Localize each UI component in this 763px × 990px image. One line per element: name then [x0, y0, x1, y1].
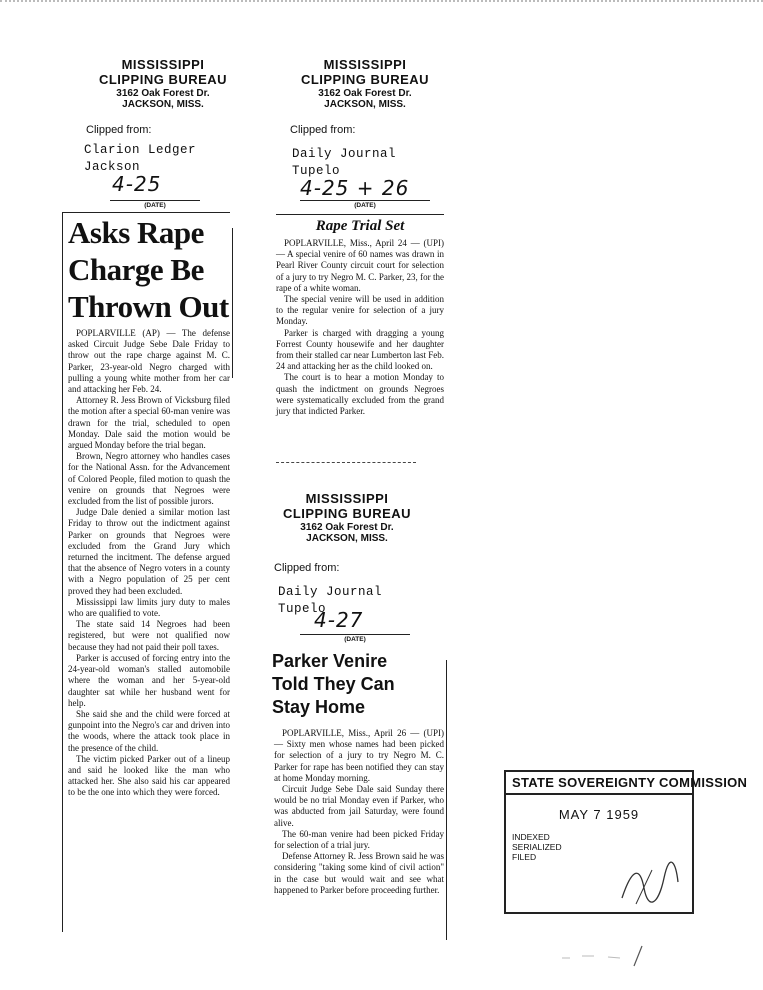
scan-top-border — [0, 0, 763, 6]
clip-right-edge-1 — [232, 228, 233, 378]
paragraph: Mississippi law limits jury duty to males who are qualified to vote. — [68, 596, 230, 619]
paragraph: The state said 14 Negroes had been registered, but were not qualified now because they had not paid their poll taxes. — [68, 619, 230, 652]
bureau-address: 3162 Oak Forest Dr. — [116, 87, 210, 99]
date-caption-2: (DATE) — [354, 202, 376, 209]
headline-3-line2: Told They Can — [272, 674, 395, 694]
clipped-from-label-3: Clipped from: — [274, 562, 340, 574]
clipped-from-label-2: Clipped from: — [290, 124, 356, 136]
stamp-field-serialized: SERIALIZED — [512, 842, 562, 852]
paragraph: POPLARVILLE, Miss., April 26 — (UPI) — Sixty men whose names had been picked for selection of a jury to try Negro M. C. Parker for rape has been notified they can stay at home Monday morning. — [274, 728, 444, 783]
clip-left-rule-1 — [62, 212, 63, 932]
paragraph: POPLARVILLE (AP) — The defense asked Circuit Judge Sebe Dale Friday to throw out the rape charge against M. C. Parker, 23-year-old Negro charged with pulling a young white mother from her car and attacking her Feb. 24. — [68, 328, 230, 395]
headline-1 — [68, 214, 230, 325]
bureau-name-line2: CLIPPING BUREAU — [282, 505, 412, 521]
clip-bottom-rule-2 — [276, 462, 416, 463]
paragraph: The victim picked Parker out of a lineup and said he looked like the man who attacked her. She also said his car appeared to be the one into which they were forced. — [68, 753, 230, 798]
headline-1-line1: Asks Rape — [68, 215, 204, 250]
source-city-1: Jackson — [84, 159, 141, 174]
source-2 — [292, 146, 396, 180]
initials-scribble — [618, 858, 682, 910]
stamp-date: MAY 7 1959 — [558, 807, 640, 822]
headline-3-line3: Stay Home — [272, 697, 366, 717]
source-city-2: Tupelo — [292, 163, 341, 178]
date-line-1 — [110, 200, 200, 201]
source-paper-3: Daily Journal — [278, 585, 383, 599]
source-paper-1: Clarion Ledger — [84, 143, 197, 157]
bureau-name-line1: MISSISSIPPI — [305, 491, 389, 506]
faint-pencil-marks — [560, 944, 650, 968]
date-line-2 — [300, 200, 430, 201]
paragraph: The 60-man venire had been picked Friday for selection of a trial jury. — [274, 828, 444, 851]
clip-right-edge-3 — [446, 660, 447, 940]
stamp-title: STATE SOVEREIGNTY COMMISSION — [506, 772, 692, 795]
paragraph: Parker is accused of forcing entry into the 24-year-old woman's stalled automobile where the woman and her 5-year-old daughter sat while her husband went for help. — [68, 652, 230, 708]
bureau-address: 3162 Oak Forest Dr. — [318, 87, 412, 99]
paragraph: She said she and the child were forced at gunpoint into the Negro's car and driven into the woods, where the attack took place in the presence of the child. — [68, 708, 230, 753]
headline-2: Rape Trial Set — [315, 218, 405, 234]
date-caption-1: (DATE) — [144, 202, 166, 209]
source-paper-2: Daily Journal — [292, 147, 397, 161]
article-body-1 — [68, 328, 230, 799]
bureau-header-1 — [88, 58, 238, 111]
received-stamp — [504, 770, 748, 914]
article-body-2 — [276, 238, 444, 417]
bureau-city: JACKSON, MISS. — [324, 99, 406, 111]
paragraph: The court is to hear a motion Monday to quash the indictment on grounds Negroes were systematically excluded from the grand jury that indicted Parker. — [276, 372, 444, 417]
bureau-city: JACKSON, MISS. — [122, 99, 204, 111]
source-1 — [84, 142, 196, 176]
date-caption-3: (DATE) — [344, 636, 366, 643]
paragraph: POPLARVILLE, Miss., April 24 — (UPI) — A special venire of 60 names was drawn in Pearl River County circuit court for selection of a jury to try Negro M. C. Parker, 23, for the rape of a white woman. — [276, 238, 444, 293]
bureau-name-line1: MISSISSIPPI — [323, 57, 407, 72]
article-body-3 — [274, 728, 444, 896]
bureau-name-line2: CLIPPING BUREAU — [300, 71, 430, 87]
source-city-3: Tupelo — [278, 601, 327, 616]
clip-top-rule-1 — [62, 212, 230, 213]
paragraph: The special venire will be used in addition to the regular venire for selection of a jury Monday. — [276, 294, 444, 327]
date-line-3 — [300, 634, 410, 635]
stamp-field-indexed: INDEXED — [512, 832, 550, 842]
bureau-address: 3162 Oak Forest Dr. — [300, 521, 394, 533]
bureau-header-3 — [272, 492, 422, 545]
paragraph: Circuit Judge Sebe Dale said Sunday there would be no trial Monday even if Parker, who was abducted from jail Saturday, were found alive. — [274, 784, 444, 828]
paragraph: Judge Dale denied a similar motion last Friday to throw out the indictment against Parker on grounds that Negroes were excluded from the Grand Jury which returned the incitment. The defense argued that the absence of Negro voters in a county with a Negro population of 25 per cent proved they had been excluded. — [68, 507, 230, 596]
bureau-name-line1: MISSISSIPPI — [121, 57, 205, 72]
paragraph: Brown, Negro attorney who handles cases for the National Assn. for the Advancement of Colored People, filed motion to quash the venire on grounds that Negroes were excluded from the list of possible jurors. — [68, 451, 230, 507]
stamp-field-filed: FILED — [512, 852, 537, 862]
bureau-name-line2: CLIPPING BUREAU — [98, 71, 228, 87]
clip-top-rule-2 — [276, 214, 444, 215]
headline-1-line3: Thrown Out — [68, 289, 229, 324]
headline-3-line1: Parker Venire — [272, 651, 388, 671]
clip-date-2: 4-25 + 26 — [300, 176, 410, 200]
paragraph: Parker is charged with dragging a young Forrest County housewife and her daughter from their stalled car near Lumberton last Feb. 24 and attacking her as the child looked on. — [276, 327, 444, 372]
headline-3 — [272, 650, 447, 719]
clip-date-1: 4-25 — [112, 172, 162, 196]
clipped-from-label-1: Clipped from: — [86, 124, 152, 136]
headline-1-line2: Charge Be — [68, 252, 204, 287]
paragraph: Defense Attorney R. Jess Brown said he was considering "taking some kind of civil action" in the case but would wait and see what happened to Parker before proceeding further. — [274, 851, 444, 895]
clip-date-3: 4-27 — [314, 608, 364, 632]
paragraph: Attorney R. Jess Brown of Vicksburg filed the motion after a special 60-man venire was drawn for the trial, scheduled to open Monday. Dale said the motion would be argued Monday before the trial began. — [68, 395, 230, 451]
bureau-header-2 — [290, 58, 440, 111]
bureau-city: JACKSON, MISS. — [306, 533, 388, 545]
